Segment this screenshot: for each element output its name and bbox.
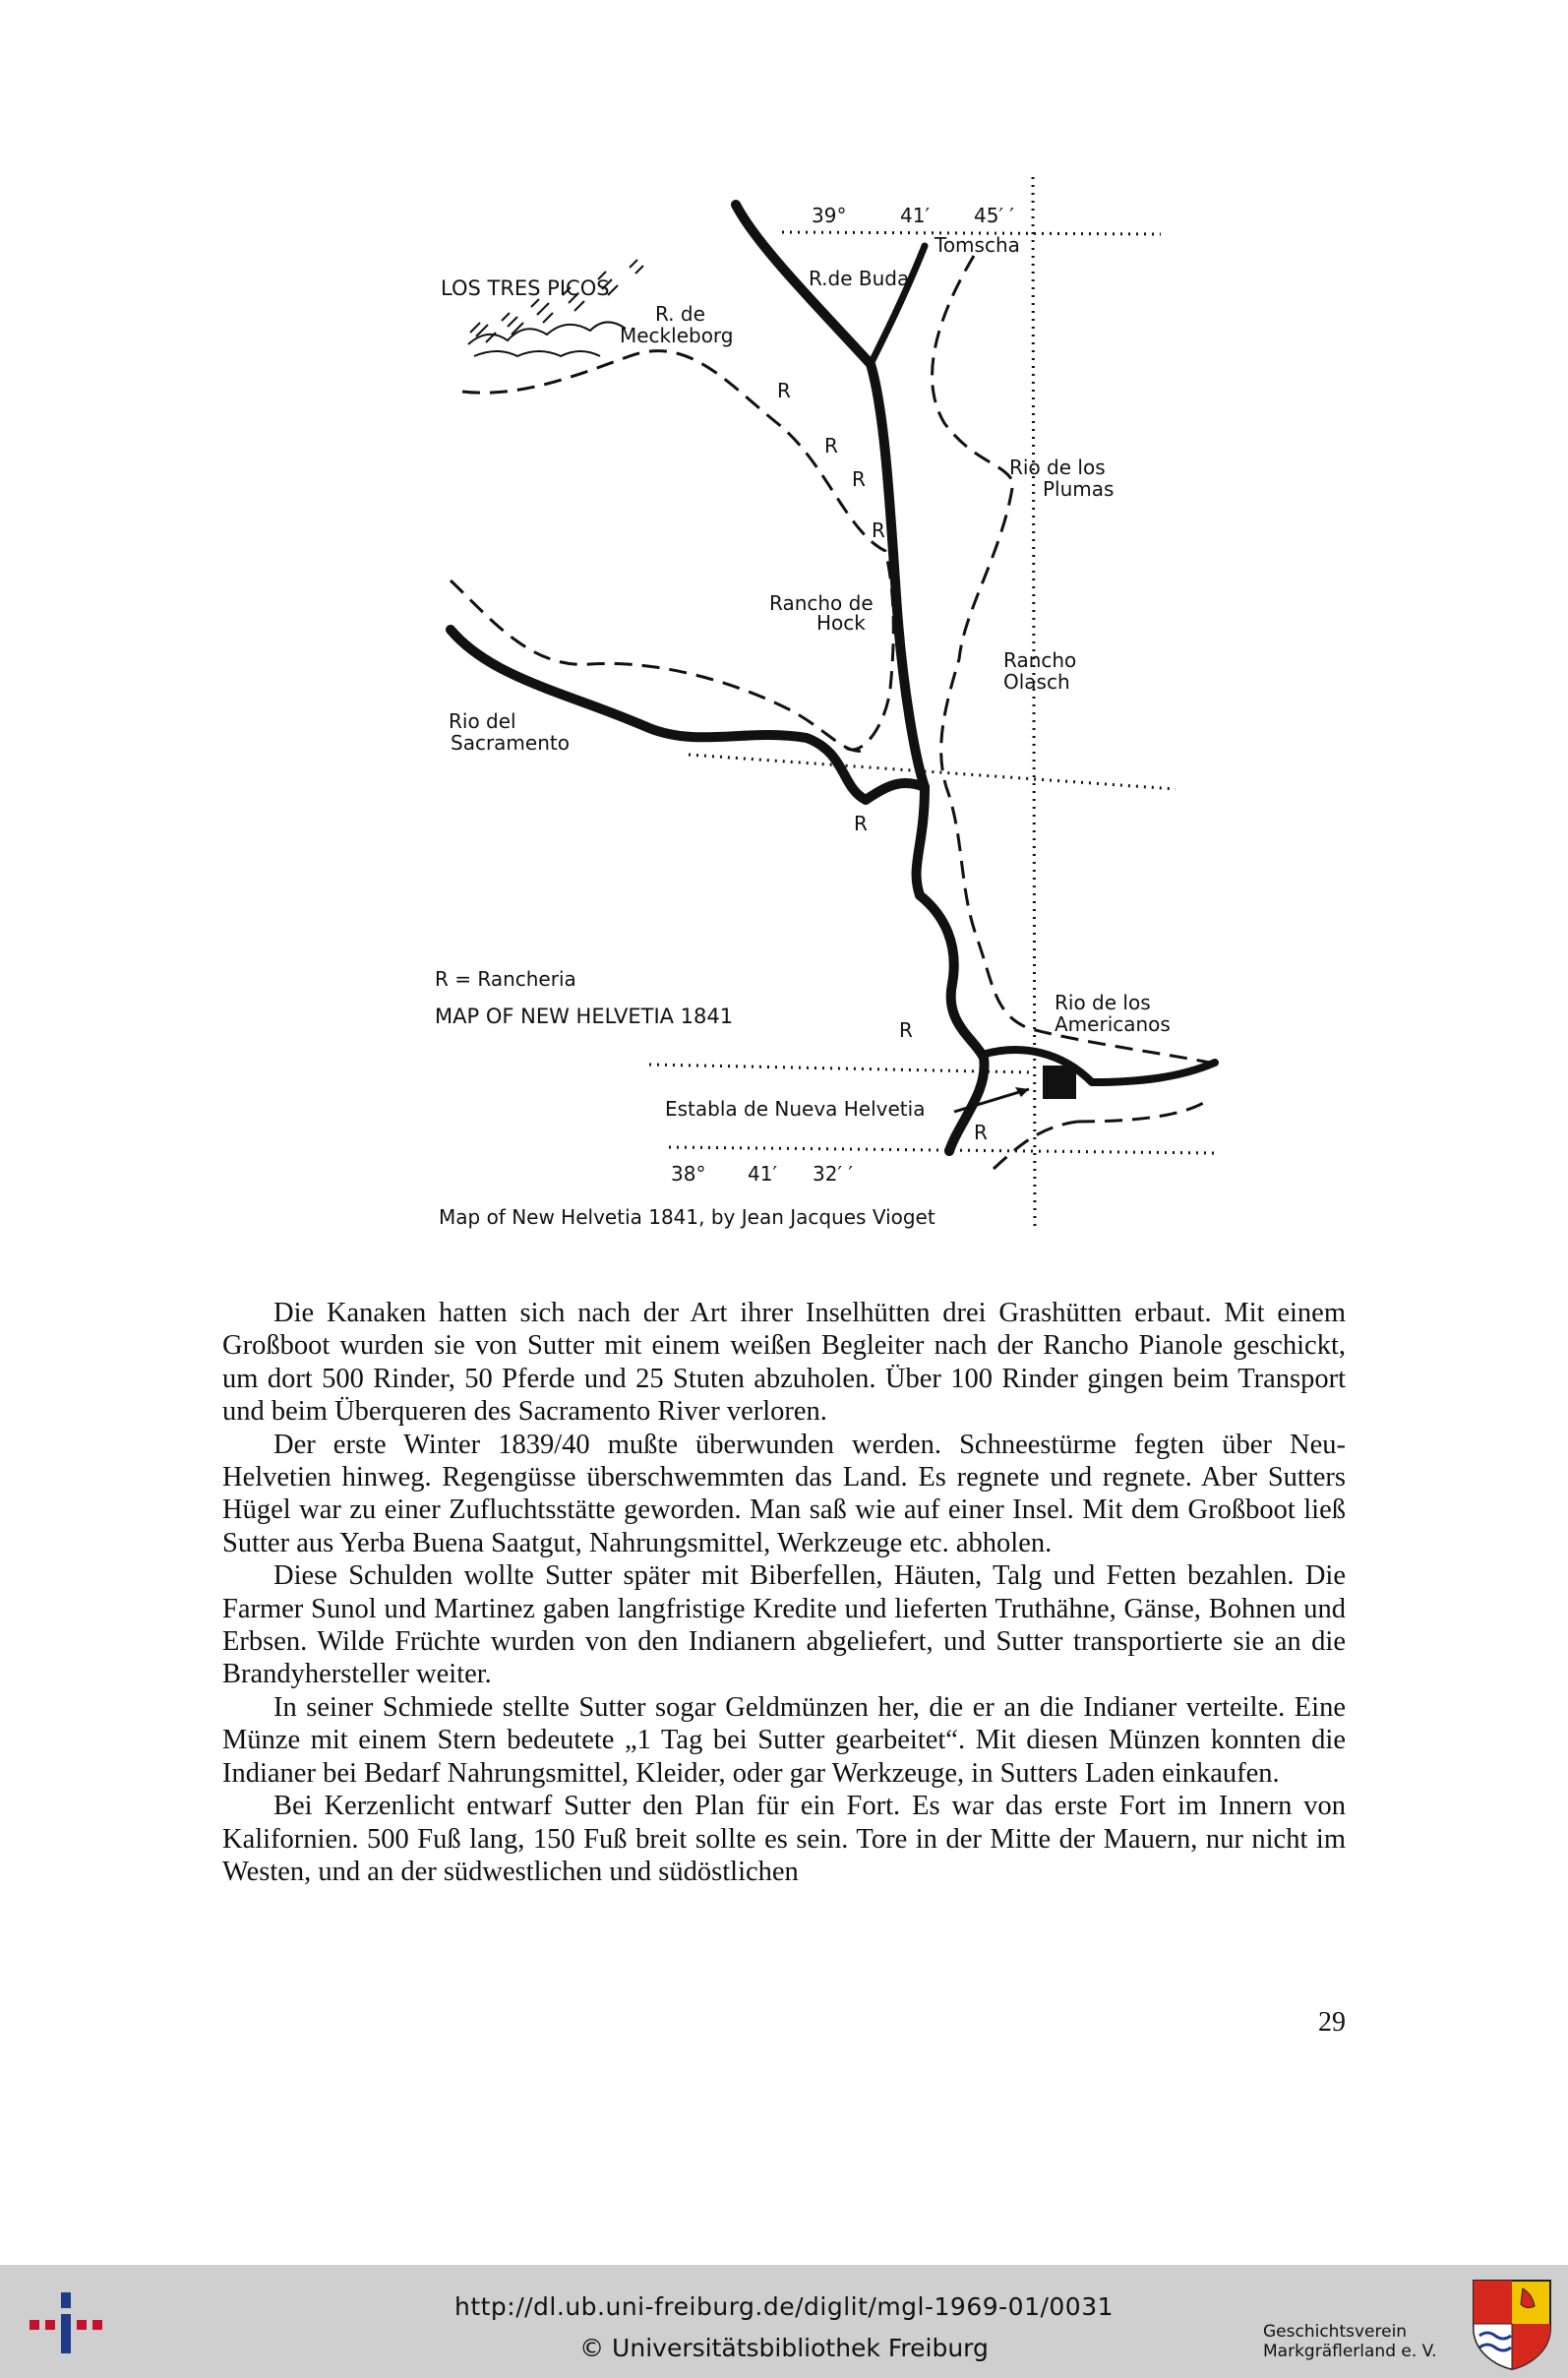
place-sacramento: Sacramento [451, 731, 570, 755]
rancheria-marker: R [899, 1018, 913, 1042]
lat-bottom-3: 32′ ′ [813, 1162, 853, 1186]
rancheria-marker: R [974, 1121, 988, 1144]
page-number: 29 [1318, 2007, 1346, 2038]
body-text [222, 1297, 1346, 1888]
place-olasch: Olasch [1003, 670, 1070, 694]
map-grid [649, 177, 1215, 1230]
paragraph: Diese Schulden wollte Sutter später mit Biberfellen, Häuten, Talg und Fetten bezahlen. Die Farmer Sunol und Martinez gaben langfristige Kredite und lieferten Truthähne, Gänse, Bohnen und Erbsen. Wilde Früchte wurden von den Indianern abgeliefert, und Sutter transportierte sie an die Brandyhersteller weiter. [222, 1560, 1346, 1690]
fort-arrow-icon [954, 1089, 1029, 1112]
place-rancho-de: Rancho de [769, 591, 874, 615]
footer-copyright: © Universitätsbibliothek Freiburg [579, 2334, 989, 2362]
place-establa: Establa de Nueva Helvetia [665, 1097, 926, 1121]
rancheria-marker: R [852, 467, 866, 491]
paragraph: In seiner Schmiede stellte Sutter sogar Geldmünzen her, die er an die Indianer verteilte. Eine Münze mit einem Stern bedeutete „1 Tag bei Sutter gearbeitet“. Mit diesen Münzen konnten die Indianer bei Bedarf Nahrungsmittel, Kleider, oder gar Werkzeuge, in Sutters Laden einkaufen. [222, 1691, 1346, 1789]
map-caption: Map of New Helvetia 1841, by Jean Jacques Vioget [439, 1205, 935, 1229]
map-legend: R = Rancheria [435, 967, 576, 991]
footer-bar [0, 2265, 1568, 2378]
lat-top-1: 39° [812, 204, 847, 227]
mountains-icon [468, 260, 643, 356]
paragraph: Bei Kerzenlicht entwarf Sutter den Plan für ein Fort. Es war das erste Fort im Innern von Kalifornien. 500 Fuß lang, 150 Fuß breit sollte es sein. Tore in der Mitte der Mauern, nur nicht im Westen, und an der südwestlichen und südöstlichen [222, 1791, 1346, 1887]
place-meckleborg: Meckleborg [620, 324, 734, 347]
lat-top-3: 45′ ′ [974, 204, 1014, 227]
map-title: MAP OF NEW HELVETIA 1841 [435, 1005, 734, 1028]
lat-top-2: 41′ [900, 204, 930, 227]
rancheria-marker: R [854, 812, 868, 835]
coat-of-arms-icon [1470, 2277, 1554, 2371]
org-name-line2: Markgräflerland e. V. [1263, 2342, 1437, 2361]
place-r-de: R. de [655, 302, 705, 326]
rancheria-marker: R [824, 434, 838, 457]
footer-url-link[interactable]: http://dl.ub.uni-freiburg.de/diglit/mgl-1969-01/0031 [453, 2292, 1115, 2321]
place-rancho: Rancho [1003, 648, 1077, 672]
rancheria-marker: R [777, 379, 791, 402]
place-r-de-buda: R.de Buda [809, 267, 910, 290]
place-hock: Hock [816, 611, 866, 635]
place-rio-de-los-2: Rio de los [1055, 991, 1151, 1014]
place-rio-del: Rio del [449, 709, 516, 733]
fort-marker-icon [1043, 1066, 1076, 1099]
paragraph: Der erste Winter 1839/40 mußte überwunden werden. Schneestürme fegten über Neu-Helvetien hinweg. Regengüsse überschwemmten das Land. Es regnete und regnete. Aber Sutters Hügel war zu einer Zufluchtsstätte geworden. Man saß wie auf einer Insel. Mit dem Großboot ließ Sutter aus Yerba Buena Saatgut, Nahrungsmittel, Werkzeuge etc. abholen. [222, 1429, 1346, 1558]
paragraph: Die Kanaken hatten sich nach der Art ihrer Inselhütten drei Grashütten erbaut. Mit einem Großboot wurden sie von Sutter mit einem weißen Begleiter nach der Rancho Pianole geschickt, um dort 500 Rinder, 50 Pferde und 25 Stuten abzuholen. Über 100 Rinder gingen beim Transport und beim Überqueren des Sacramento River verloren. [222, 1298, 1346, 1428]
place-rio-de-los: Rio de los [1009, 456, 1106, 479]
place-americanos: Americanos [1055, 1012, 1171, 1036]
lat-bottom-1: 38° [671, 1162, 706, 1186]
place-los-tres-picos: LOS TRES PICOS [441, 276, 610, 300]
place-tomscha: Tomscha [935, 233, 1020, 257]
rancheria-marker: R [872, 518, 885, 542]
footer-organization [1263, 2322, 1440, 2361]
org-name-line1: Geschichtsverein [1263, 2322, 1408, 2342]
lat-bottom-2: 41′ [748, 1162, 777, 1186]
place-plumas: Plumas [1043, 477, 1115, 501]
